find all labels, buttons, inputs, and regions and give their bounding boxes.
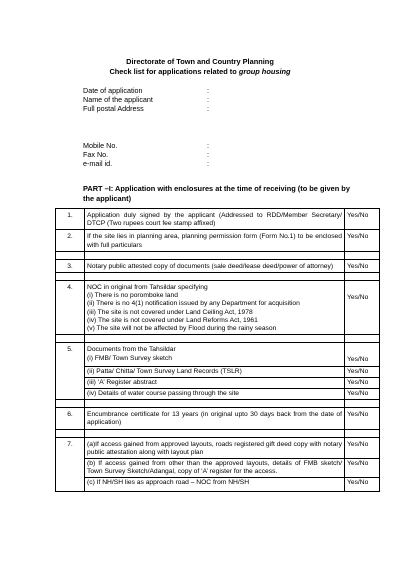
subrow-text: (c) If NH/SH lies as approach road – NOC from NH/SH — [85, 478, 345, 491]
table-spacer — [56, 273, 380, 281]
row-number: 2. — [56, 230, 85, 251]
row-number: 1. — [56, 209, 85, 230]
row-text: (a)If access gained from approved layouts, roads registered gift deed copy with notary public attestation along with layout plan — [87, 440, 342, 456]
date-of-application-label: Date of application — [83, 86, 143, 95]
applicant-name-label: Name of the applicant — [83, 95, 153, 104]
row-text: Encumbrance certificate for 13 years (in original upto 30 days back from the date of application) — [87, 411, 342, 427]
row-heading: Documents from the Tahsildar — [85, 343, 345, 356]
subrow-answer: Yes/No — [345, 389, 380, 400]
table-row — [56, 209, 380, 230]
table-subrow — [56, 355, 380, 366]
table-subrow — [56, 377, 380, 388]
subrow-answer: Yes/No — [345, 355, 380, 366]
row-number: 6. — [56, 408, 85, 429]
document-subtitle — [0, 67, 400, 77]
document-title: Directorate of Town and Country Planning — [126, 57, 274, 66]
field-colon: : — [207, 86, 209, 95]
row-answer-blank — [345, 343, 380, 356]
table-spacer — [56, 429, 380, 437]
subrow-answer: Yes/No — [345, 459, 380, 478]
subrow-text — [85, 459, 345, 478]
subrow-text: (iii) ‘A’ Register abstract — [85, 377, 345, 388]
row-line: (ii) There is no 4(1) notification issued by any Department for acquisition — [87, 300, 300, 308]
row-answer: Yes/No — [345, 281, 380, 335]
checklist-table — [55, 208, 380, 492]
row-line: (i) There is no poromboke land — [87, 292, 178, 300]
subtitle-italic: group housing — [238, 67, 291, 76]
row-number: 5. — [56, 343, 85, 400]
subrow-text: (iv) Details of water course passing through the site — [85, 389, 345, 400]
table-row — [56, 408, 380, 429]
subrow-answer: Yes/No — [345, 478, 380, 491]
subrow-text: (i) FMB/ Town Survey sketch — [85, 355, 345, 366]
subrow-text: (ii) Patta/ Chitta/ Town Survey Land Records (TSLR) — [85, 366, 345, 377]
row-description — [85, 281, 345, 335]
table-row — [56, 281, 380, 335]
subrow-text — [85, 437, 345, 458]
row-answer: Yes/No — [345, 230, 380, 251]
field-colon: : — [207, 95, 209, 104]
table-subrow — [56, 478, 380, 491]
table-row — [56, 259, 380, 272]
table-spacer — [56, 251, 380, 259]
table-row — [56, 343, 380, 356]
row-number: 7. — [56, 437, 85, 491]
subrow-answer: Yes/No — [345, 366, 380, 377]
row-line: (iv) The site is not covered under Land Reforms Act, 1961 — [87, 316, 258, 324]
row-number: 3. — [56, 259, 85, 272]
fax-label: Fax No. — [83, 150, 109, 159]
email-label: e-mail id. — [83, 159, 113, 168]
row-text: (b) If access gained from other than the approved layouts, details of FMB sketch/ Town Survey Sketch/Adangal, copy of ‘A’ register for the access. — [87, 460, 342, 476]
table-spacer — [56, 400, 380, 408]
mobile-label: Mobile No. — [83, 141, 118, 150]
row-text: Notary public attested copy of documents (sale deed/lease deed/power of attorney) — [87, 262, 334, 270]
table-subrow — [56, 389, 380, 400]
row-line: (iii) The site is not covered under Land Ceiling Act, 1978 — [87, 308, 253, 316]
subrow-answer: Yes/No — [345, 437, 380, 458]
row-line: (v) The site will not be affected by Flood during the rainy season — [87, 325, 277, 333]
table-subrow — [56, 366, 380, 377]
table-row — [56, 437, 380, 458]
postal-address-label: Full postal Address — [83, 104, 144, 113]
table-subrow — [56, 459, 380, 478]
row-text: If the site lies in planning area, planning permission form (Form No.1) to be enclosed with full particulars — [87, 233, 342, 249]
row-description — [85, 408, 345, 429]
field-colon: : — [207, 150, 209, 159]
table-spacer — [56, 335, 380, 343]
row-description — [85, 230, 345, 251]
field-colon: : — [207, 104, 209, 113]
subtitle-text: Check list for applications related to — [109, 67, 239, 76]
field-colon: : — [207, 159, 209, 168]
row-description — [85, 259, 345, 272]
subrow-answer: Yes/No — [345, 377, 380, 388]
row-answer: Yes/No — [345, 209, 380, 230]
table-row — [56, 230, 380, 251]
part1-heading: PART –I: Application with enclosures at the time of receiving (to be given by the applicant) — [83, 184, 350, 203]
field-colon: : — [207, 141, 209, 150]
row-answer: Yes/No — [345, 408, 380, 429]
row-number: 4. — [56, 281, 85, 335]
row-description — [85, 209, 345, 230]
row-line: NOC in original from Tahsildar specifying — [87, 284, 208, 292]
row-answer: Yes/No — [345, 259, 380, 272]
row-text: Application duly signed by the applicant (Addressed to RDD/Member Secretary/ DTCP (Two rupees court fee stamp affixed) — [87, 212, 342, 228]
